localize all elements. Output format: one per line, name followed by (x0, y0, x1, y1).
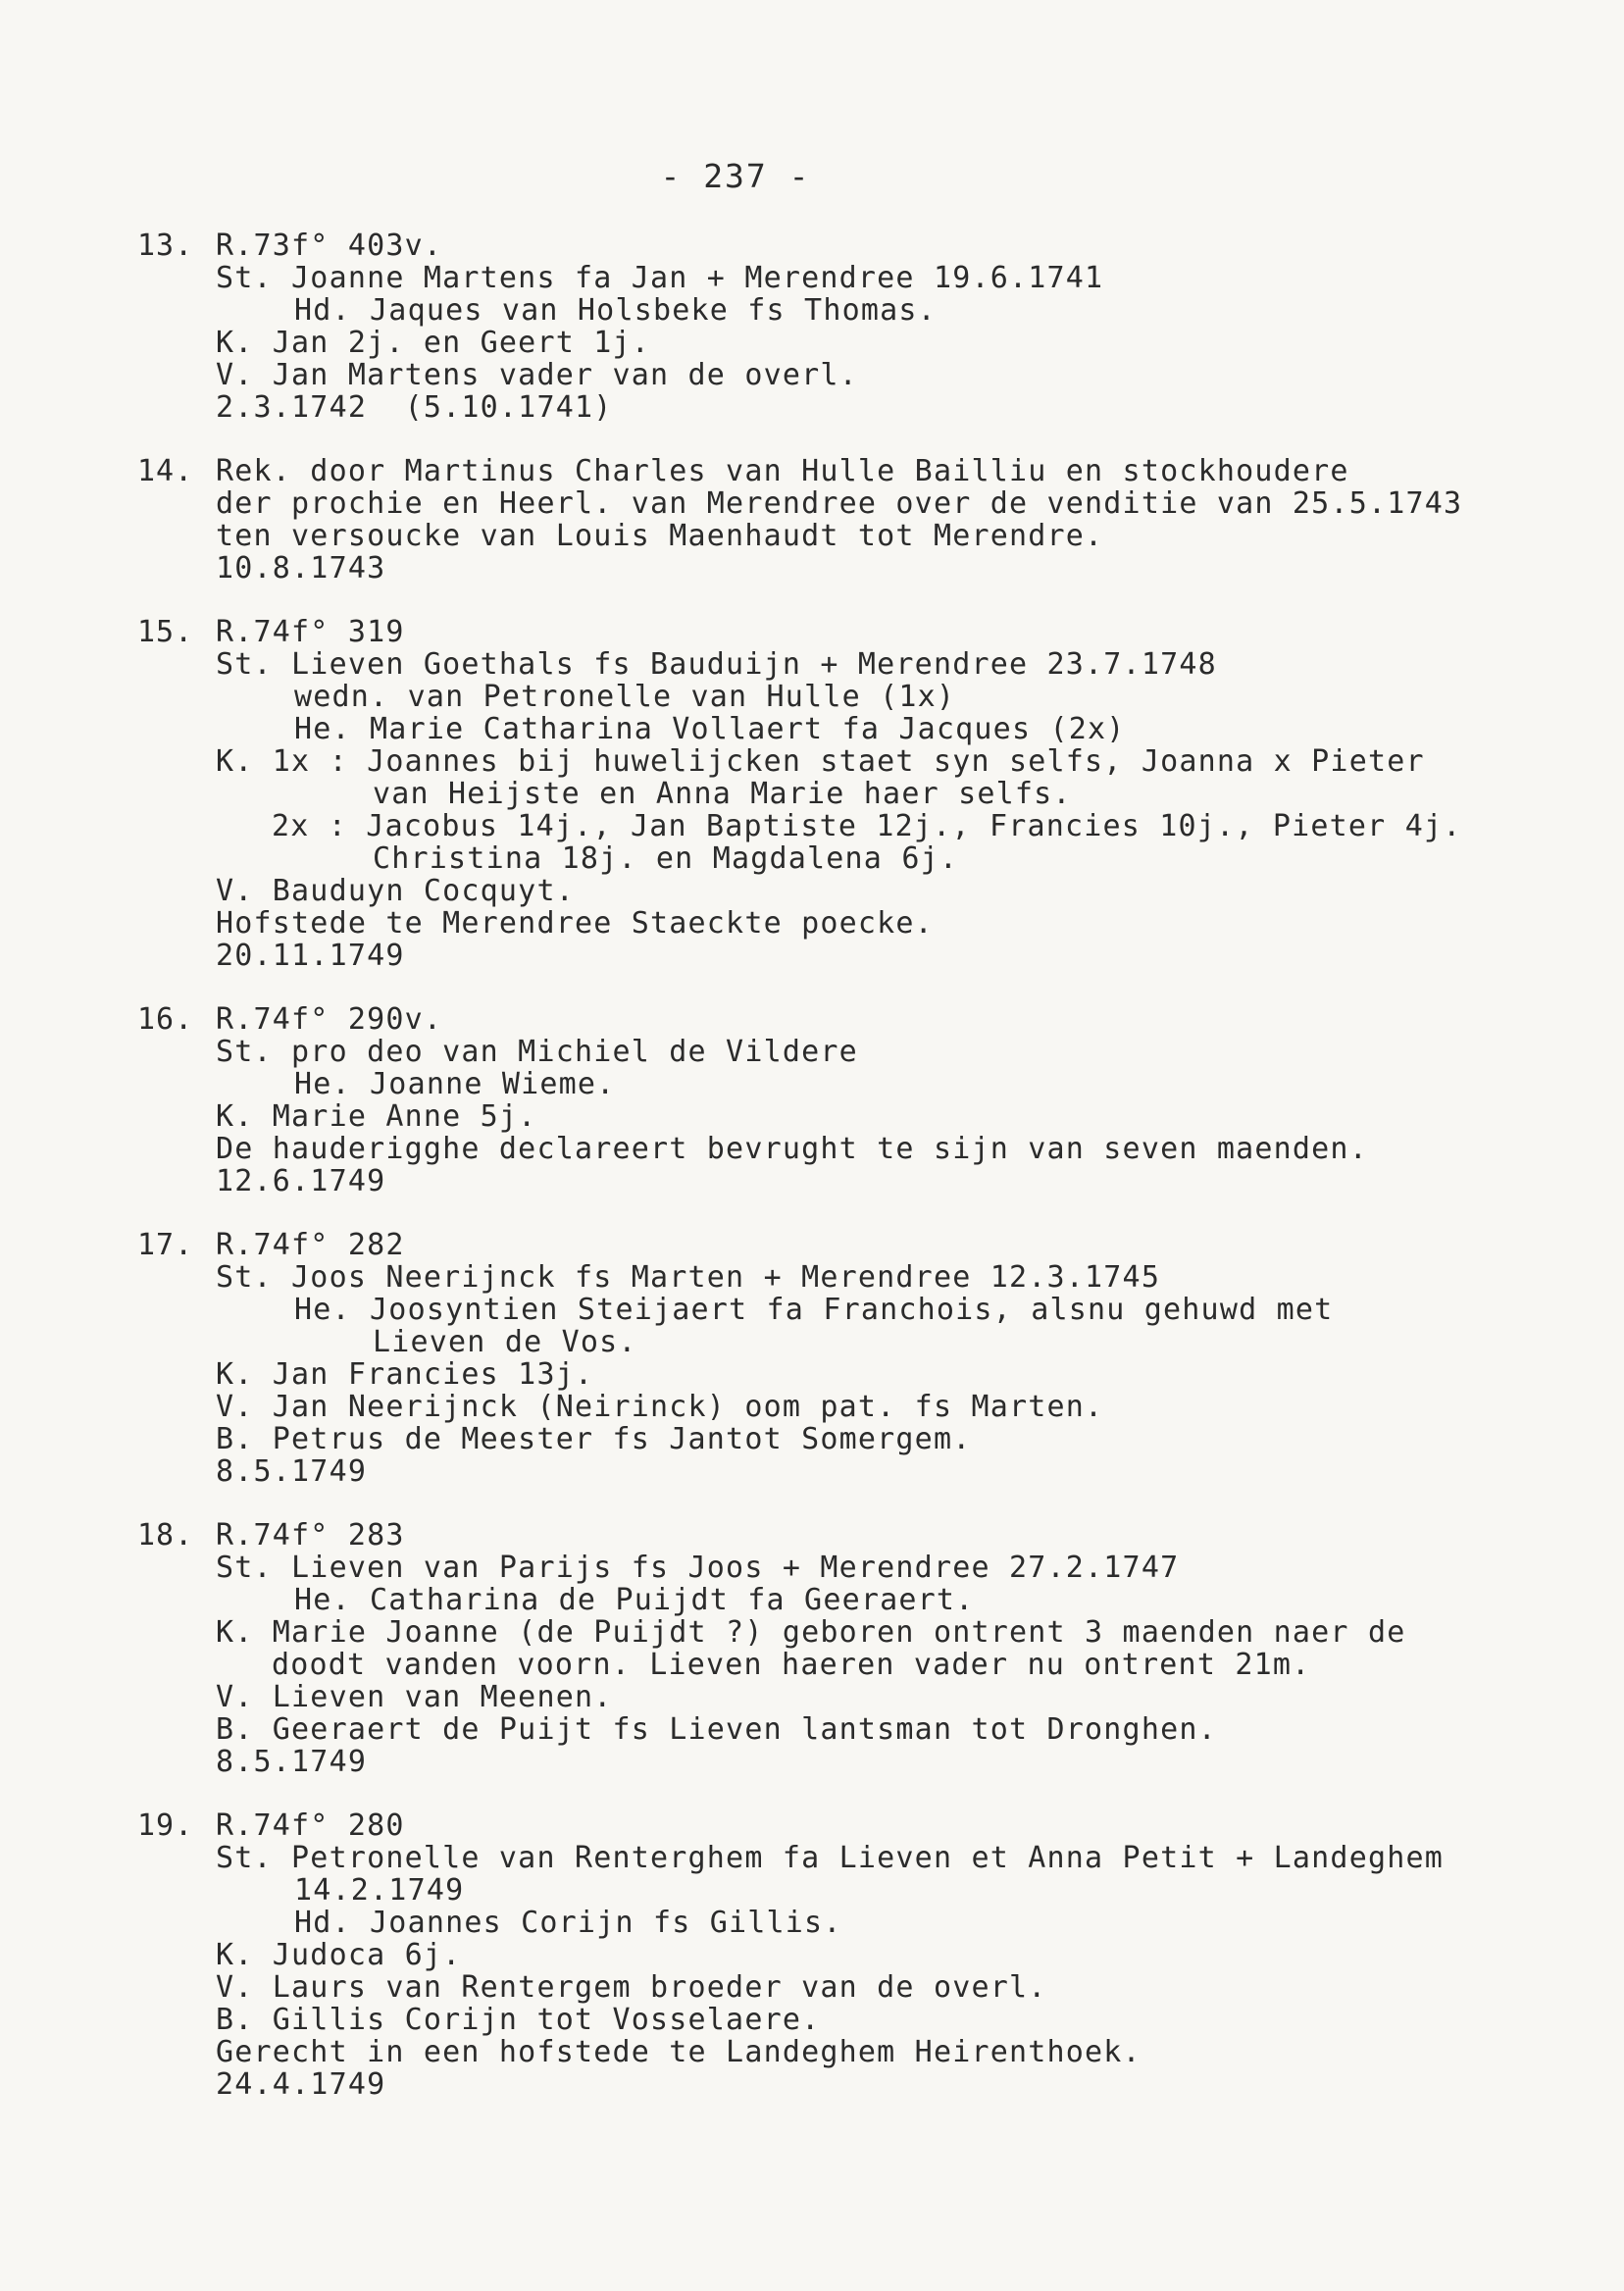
entry-line: wedn. van Petronelle van Hulle (1x) (294, 680, 956, 714)
entry-line: K. Marie Anne 5j. (216, 1099, 537, 1134)
entry-line: Gerecht in een hofstede te Landeghem Heirenthoek. (216, 2035, 1142, 2069)
entry-number: 19. (137, 1808, 194, 1843)
entry (137, 616, 1530, 972)
entry-line: K. Jan Francies 13j. (216, 1357, 594, 1392)
entry-line: 8.5.1749 (216, 1745, 368, 1779)
entries-list (137, 229, 1530, 2132)
entry (137, 1809, 1530, 2101)
entry-line: K. 1x : Joannes bij huwelijcken staet syn selfs, Joanna x Pieter (216, 744, 1425, 779)
entry-line: St. Lieven van Parijs fs Joos + Merendree 27.2.1747 (216, 1551, 1180, 1585)
entry-line: 8.5.1749 (216, 1454, 368, 1489)
page-number: - 237 - (660, 157, 811, 195)
entry-line: B. Petrus de Meester fs Jantot Somergem. (216, 1422, 972, 1456)
entry-line: 2.3.1742 (5.10.1741) (216, 390, 613, 425)
entry-number: 14. (137, 454, 194, 488)
entry-line: V. Laurs van Rentergem broeder van de overl. (216, 1970, 1047, 2005)
entry-number: 18. (137, 1518, 194, 1553)
entry-number: 13. (137, 229, 194, 263)
entry-line: De hauderigghe declareert bevrught te sijn van seven maenden. (216, 1132, 1368, 1166)
entry-line: Hofstede te Merendree Staeckte poecke. (216, 906, 934, 941)
entry-line: 2x : Jacobus 14j., Jan Baptiste 12j., Francies 10j., Pieter 4j. (272, 809, 1462, 843)
entry-line: der prochie en Heerl. van Merendree over de venditie van 25.5.1743 (216, 486, 1463, 521)
entry-line: St. Lieven Goethals fs Bauduijn + Merendree 23.7.1748 (216, 647, 1217, 682)
entry-line: 24.4.1749 (216, 2067, 386, 2102)
entry (137, 455, 1530, 585)
entry-line: 14.2.1749 (294, 1873, 465, 1908)
entry-line: St. Petronelle van Renterghem fa Lieven et Anna Petit + Landeghem (216, 1841, 1444, 1875)
entry-line: R.73f° 403v. (216, 229, 443, 263)
entry-line: R.74f° 280 (216, 1808, 405, 1843)
entry-line: B. Geeraert de Puijt fs Lieven lantsman tot Dronghen. (216, 1712, 1217, 1747)
entry-line: Christina 18j. en Magdalena 6j. (373, 841, 959, 876)
entry-line: ten versoucke van Louis Maenhaudt tot Merendre. (216, 519, 1104, 553)
entry-line: He. Joanne Wieme. (294, 1067, 616, 1101)
entry-line: Hd. Jaques van Holsbeke fs Thomas. (294, 293, 937, 328)
entry-line: He. Joosyntien Steijaert fa Franchois, alsnu gehuwd met (294, 1293, 1334, 1327)
entry-line: R.74f° 283 (216, 1518, 405, 1553)
entry-number: 16. (137, 1002, 194, 1037)
entry-line: V. Jan Martens vader van de overl. (216, 358, 858, 392)
entry (137, 1003, 1530, 1197)
entry-line: van Heijste en Anna Marie haer selfs. (373, 777, 1072, 811)
entry-line: K. Jan 2j. en Geert 1j. (216, 326, 651, 360)
entry-line: 20.11.1749 (216, 939, 405, 973)
entry-line: St. Joanne Martens fa Jan + Merendree 19.6.1741 (216, 261, 1104, 295)
entry-line: He. Catharina de Puijdt fa Geeraert. (294, 1583, 975, 1617)
entry-line: 10.8.1743 (216, 551, 386, 585)
entry-line: V. Jan Neerijnck (Neirinck) oom pat. fs Marten. (216, 1390, 1104, 1424)
entry-line: V. Lieven van Meenen. (216, 1680, 613, 1714)
entry-line: St. pro deo van Michiel de Vildere (216, 1035, 858, 1069)
entry-line: He. Marie Catharina Vollaert fa Jacques (2x) (294, 712, 1126, 746)
entry-line: R.74f° 282 (216, 1228, 405, 1262)
entry-line: Lieven de Vos. (373, 1325, 637, 1359)
entry-line: V. Bauduyn Cocquyt. (216, 874, 575, 908)
entry-line: Hd. Joannes Corijn fs Gillis. (294, 1906, 842, 1940)
entry-number: 15. (137, 615, 194, 649)
entry-line: Rek. door Martinus Charles van Hulle Bailliu en stockhoudere (216, 454, 1349, 488)
entry (137, 1229, 1530, 1488)
entry-number: 17. (137, 1228, 194, 1262)
entry-line: 12.6.1749 (216, 1164, 386, 1198)
entry (137, 229, 1530, 424)
entry-line: R.74f° 290v. (216, 1002, 443, 1037)
entry-line: St. Joos Neerijnck fs Marten + Merendree 12.3.1745 (216, 1260, 1161, 1295)
entry-line: K. Judoca 6j. (216, 1938, 462, 1972)
entry (137, 1519, 1530, 1778)
entry-line: R.74f° 319 (216, 615, 405, 649)
entry-line: B. Gillis Corijn tot Vosselaere. (216, 2003, 821, 2037)
entry-line: K. Marie Joanne (de Puijdt ?) geboren ontrent 3 maenden naer de (216, 1615, 1406, 1650)
entry-line: doodt vanden voorn. Lieven haeren vader nu ontrent 21m. (272, 1648, 1311, 1682)
